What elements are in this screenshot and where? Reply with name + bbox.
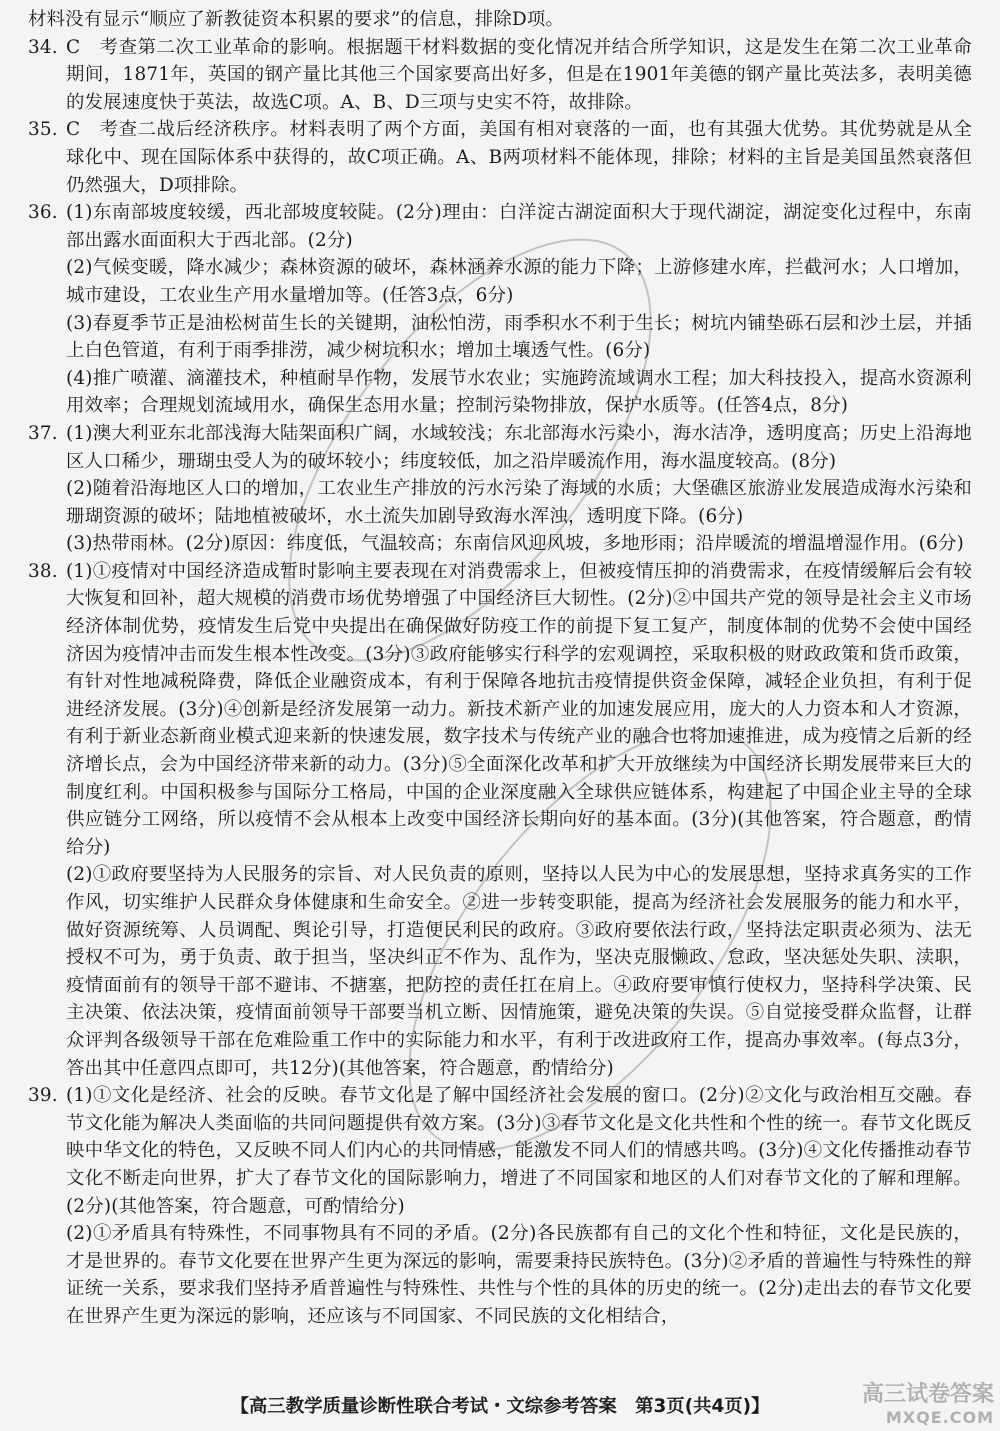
question-number: 38. [28,560,58,582]
continued-text: 材料没有显示“顺应了新教徒资本积累的要求”的信息，排除D项。 [28,9,565,30]
watermark-domain: MXQE.COM [885,1408,994,1427]
sub-answer: (2)①矛盾具有特殊性，不同事物具有不同的矛盾。(2分)各民族都有自己的文化个性和特征，文化是民族的，才是世界的。春节文化要在世界产生更为深远的影响，需要秉持民族特色。(3分)②矛盾的普遍性与特殊性的辩证统一关系，要求我们坚持矛盾普遍性与特殊性、共性与个性的具体的历史的统一。(2分)走出去的春节文化要在世界产生更为深远的影响，还应该与不同国家、不同民族的文化相结合， [66,1223,972,1327]
question-answer [28,558,972,862]
answer-text: C 考查二战后经济秩序。材料表明了两个方面，美国有相对衰落的一面，也有其强大优势。其优势就是从全球化中、现在国际体系中获得的，故C项正确。A、B两项材料不能体现，排除；材料的主旨是美国虽然衰落但仍然强大，D项排除。 [66,119,972,196]
page-footer: 【高三教学质量诊断性联合考试・文综参考答案 第3页(共4页)】 [230,1396,770,1417]
answer-text: C 考查第二次工业革命的影响。根据题干材料数据的变化情况并结合所学知识，这是发生在第二次工业革命期间，1871年，英国的钢产量比其他三个国家要高出好多，但是在1901年美德的钢产量比英法多，表明美德的发展速度快于英法，故选C项。A、B、D三项与史实不符，故排除。 [66,36,972,113]
answer-text: (1)①疫情对中国经济造成暂时影响主要表现在对消费需求上，但被疫情压抑的消费需求，在疫情缓解后会有较大恢复和回补，超大规模的消费市场优势增强了中国经济巨大韧性。(2分)②中国共产党的领导是社会主义市场经济体制优势，疫情发生后党中央提出在确保做好防疫工作的前提下复工复产，制度体制的优势不会使中国经济因为疫情冲击而发生根本性改变。(3分)③政府能够实行科学的宏观调控，采取积极的财政政策和货币政策，有针对性地减税降费，降低企业融资成本，有利于保障各地抗击疫情提供资金保障，减轻企业负担，有利于促进经济发展。(3分)④创新是经济发展第一动力。新技术新产业的加速发展应用，庞大的人力资本和人才资源，有利于新业态新商业模式迎来新的快速发展，数字技术与传统产业的融合也将加速推进，成为疫情之后新的经济增长点，会为中国经济带来新的动力。(3分)⑤全面深化改革和扩大开放继续为中国经济长期发展带来巨大的制度红利。中国积极参与国际分工格局，中国的企业深度融入全球供应链体系，构建起了中国企业主导的全球供应链分工网络，所以疫情不会从根本上改变中国经济长期向好的基本面。(3分)(其他答案，符合题意，酌情给分) [66,560,972,858]
site-watermark [862,1377,994,1427]
sub-answer: (2)气候变暖，降水减少；森林资源的破坏，森林涵养水源的能力下降；上游修建水库，拦截河水；人口增加，城市建设，工农业生产用水量增加等。(任答3点，6分) [66,257,972,306]
question-answer [28,199,972,254]
answer-text: (1)①文化是经济、社会的反映。春节文化是了解中国经济社会发展的窗口。(2分)②文化与政治相互交融。春节文化能为解决人类面临的共同问题提供有效方案。(3分)③春节文化是文化共性和个性的统一。春节文化既反映中华文化的特色，又反映不同人们内心的共同情感，能激发不同人们的情感共鸣。(3分)④文化传播推动春节文化不断走向世界，扩大了春节文化的国际影响力，增进了不同国家和地区的人们对春节文化的了解和理解。(2分)(其他答案，符合题意，可酌情给分) [66,1085,972,1217]
sub-answer: (2)随着沿海地区人口的增加，工农业生产排放的污水污染了海域的水质；大堡礁区旅游业发展造成海水污染和珊瑚资源的破坏；陆地植被破坏，水土流失加剧导致海水浑浊，透明度下降。(6分) [66,478,972,527]
sub-answer: (3)热带雨林。(2分)原因：纬度低，气温较高；东南信风迎风坡，多地形雨；沿岸暖流的增温增湿作用。(6分) [66,533,964,555]
answer-content [28,6,972,1331]
sub-answer: (4)推广喷灌、滴灌技术，种植耐旱作物，发展节水农业；实施跨流域调水工程；加大科技投入，提高水资源利用效率；合理规划流域用水，确保生态用水量；控制污染物排放，保护水质等。(任答4点，8分) [66,367,972,417]
answer-text: (1)东南部坡度较缓，西北部坡度较陡。(2分)理由：白洋淀古湖淀面积大于现代湖淀，湖淀变化过程中，东南部出露水面面积大于西北部。(2分) [66,202,972,251]
question-number: 36. [28,202,58,224]
question-answer [28,420,972,475]
question-number: 34. [28,36,58,58]
question-answer [28,1082,972,1220]
sub-answer: (3)春夏季节正是油松树苗生长的关键期，油松怕涝，雨季积水不利于生长；树坑内铺垫砾石层和沙土层，并插上白色管道，有利于雨季排涝，减少树坑积水；增加土壤透气性。(6分) [66,312,972,362]
question-answer [28,116,972,199]
answer-text: (1)澳大利亚东北部浅海大陆架面积广阔，水域较浅；东北部海水污染小，海水洁净，透明度高；历史上沿海地区人口稀少，珊瑚虫受人为的破坏较小；纬度较低，加之沿岸暖流作用，海水温度较高。(8分) [66,422,972,472]
question-number: 39. [28,1085,58,1107]
watermark-title: 高三试卷答案 [861,1382,994,1407]
question-number: 37. [28,422,58,444]
question-number: 35. [28,119,58,141]
question-answer [28,34,972,117]
sub-answer: (2)①政府要坚持为人民服务的宗旨、对人民负责的原则，坚持以人民为中心的发展思想，坚持求真务实的工作作风，切实维护人民群众身体健康和生命安全。②进一步转变职能，提高为经济社会发展服务的能力和水平，做好资源统筹、人员调配、舆论引导，打造便民利民的政府。③政府要依法行政，坚持法定职责必须为、法无授权不可为，勇于负责、敢于担当，坚决纠正不作为、乱作为，坚决克服懒政、怠政，坚决惩处失职、渎职，疫情面前有的领导干部不避讳、不搪塞，把防控的责任扛在肩上。④政府要审慎行使权力，坚持科学决策、民主决策、依法决策，疫情面前领导干部要当机立断、因情施策，避免决策的失误。⑤自觉接受群众监督，让群众评判各级领导干部在危难险重工作中的实际能力和水平，有利于改进政府工作，提高办事效率。(每点3分，答出其中任意四点即可，共12分)(其他答案，符合题意，酌情给分) [66,864,972,1079]
